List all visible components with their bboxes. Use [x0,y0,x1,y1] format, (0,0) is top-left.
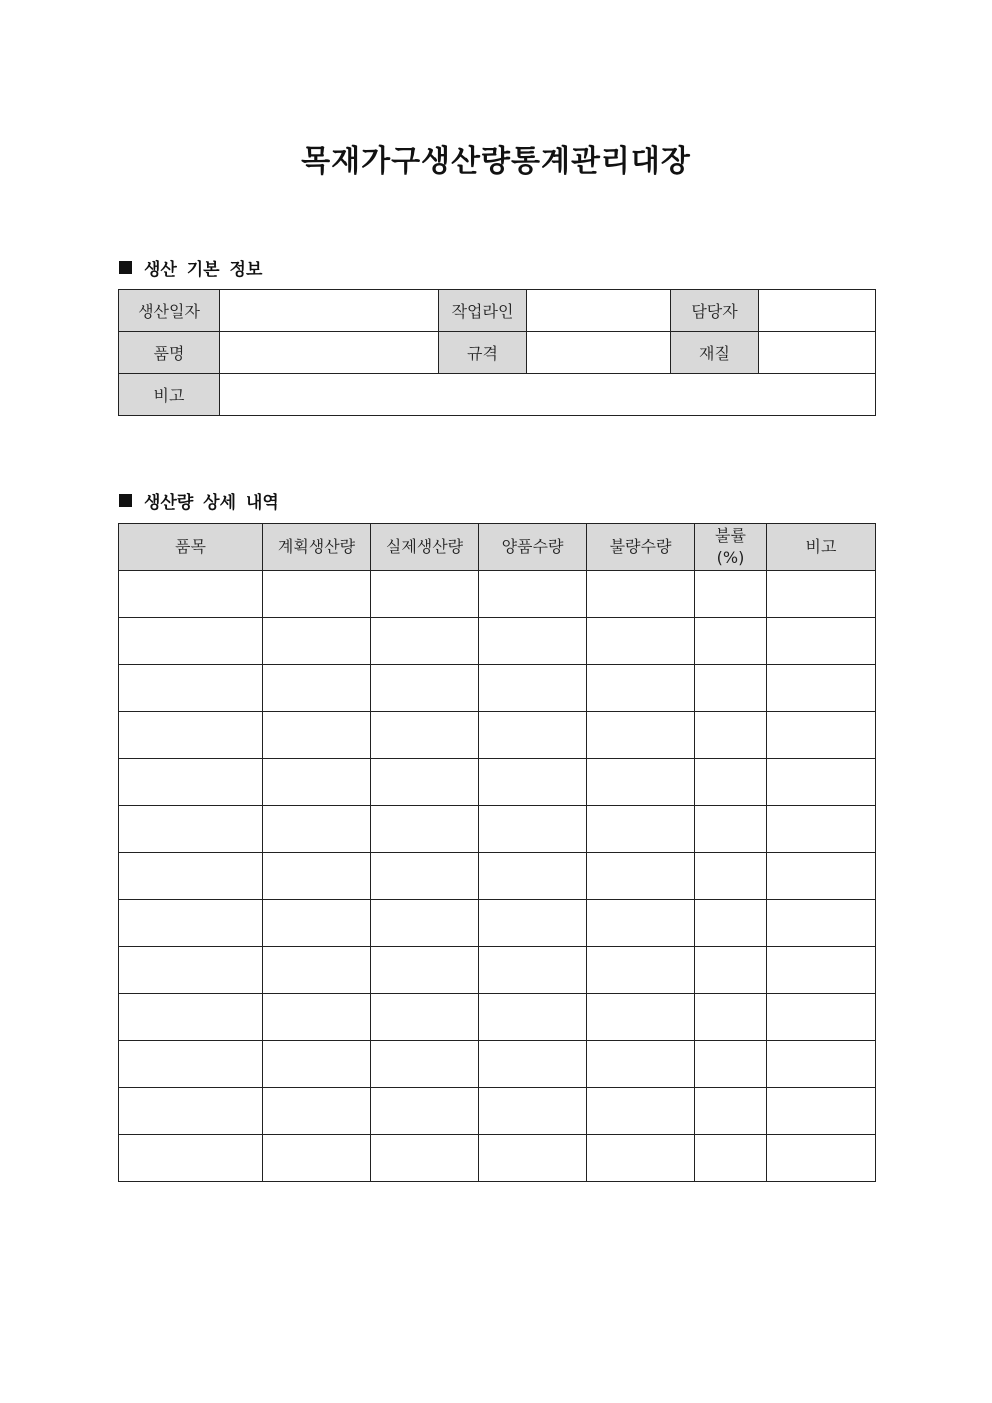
header-col-defect-qty: 불량수량 [587,524,695,571]
table-cell-col-defect-rate[interactable] [695,900,767,947]
basic-info-row [119,374,876,416]
table-row [119,1135,876,1182]
table-cell-col-defect-qty[interactable] [587,712,695,759]
table-cell-col-actual-qty[interactable] [371,571,479,618]
production-date-field[interactable] [220,290,439,332]
table-cell-col-defect-rate[interactable] [695,618,767,665]
table-cell-col-defect-qty[interactable] [587,759,695,806]
table-cell-col-item[interactable] [119,1088,263,1135]
table-cell-col-item[interactable] [119,665,263,712]
table-cell-col-good-qty[interactable] [479,1041,587,1088]
label-material: 재질 [671,332,759,374]
label-spec: 규격 [439,332,527,374]
basic-section-heading-text: 생산 기본 정보 [144,260,263,280]
header-col-note: 비고 [767,524,876,571]
table-cell-col-note[interactable] [767,1135,876,1182]
table-cell-col-defect-rate[interactable] [695,571,767,618]
table-cell-col-item[interactable] [119,712,263,759]
table-cell-col-planned-qty[interactable] [263,1041,371,1088]
table-cell-col-defect-qty[interactable] [587,1088,695,1135]
header-col-planned-qty: 계획생산량 [263,524,371,571]
table-cell-col-note[interactable] [767,806,876,853]
table-cell-col-note[interactable] [767,900,876,947]
label-product-name: 품명 [119,332,220,374]
production-detail-table [118,523,876,1182]
table-cell-col-actual-qty[interactable] [371,806,479,853]
detail-section-heading-text: 생산량 상세 내역 [144,493,279,513]
table-cell-col-actual-qty[interactable] [371,712,479,759]
table-cell-col-defect-qty[interactable] [587,900,695,947]
table-row [119,712,876,759]
table-cell-col-note[interactable] [767,853,876,900]
table-cell-col-defect-qty[interactable] [587,853,695,900]
table-cell-col-actual-qty[interactable] [371,618,479,665]
table-cell-col-actual-qty[interactable] [371,1041,479,1088]
table-cell-col-good-qty[interactable] [479,571,587,618]
label-manager: 담당자 [671,290,759,332]
product-name-field[interactable] [220,332,439,374]
table-cell-col-planned-qty[interactable] [263,806,371,853]
table-row [119,853,876,900]
table-header-row [119,524,876,571]
table-cell-col-defect-rate[interactable] [695,994,767,1041]
table-cell-col-defect-rate[interactable] [695,665,767,712]
table-cell-col-good-qty[interactable] [479,853,587,900]
table-cell-col-planned-qty[interactable] [263,1135,371,1182]
basic-info-row [119,290,876,332]
table-cell-col-note[interactable] [767,1041,876,1088]
table-row [119,994,876,1041]
table-row [119,665,876,712]
table-cell-col-planned-qty[interactable] [263,618,371,665]
table-cell-col-good-qty[interactable] [479,712,587,759]
table-cell-col-defect-qty[interactable] [587,1041,695,1088]
table-cell-col-defect-rate[interactable] [695,853,767,900]
header-col-good-qty: 양품수량 [479,524,587,571]
table-cell-col-planned-qty[interactable] [263,947,371,994]
table-cell-col-defect-rate[interactable] [695,1088,767,1135]
table-cell-col-good-qty[interactable] [479,806,587,853]
table-cell-col-good-qty[interactable] [479,1088,587,1135]
table-cell-col-planned-qty[interactable] [263,759,371,806]
table-cell-col-item[interactable] [119,853,263,900]
table-cell-col-good-qty[interactable] [479,618,587,665]
table-row [119,571,876,618]
header-col-defect-rate: 불률(%) [695,524,767,571]
header-col-actual-qty: 실제생산량 [371,524,479,571]
table-row [119,1088,876,1135]
basic-section-heading [119,255,262,280]
table-cell-col-defect-qty[interactable] [587,947,695,994]
label-production-date: 생산일자 [119,290,220,332]
table-cell-col-good-qty[interactable] [479,759,587,806]
spec-field[interactable] [527,332,671,374]
table-cell-col-defect-rate[interactable] [695,1135,767,1182]
table-cell-col-good-qty[interactable] [479,900,587,947]
square-bullet-icon [119,261,132,274]
table-cell-col-item[interactable] [119,900,263,947]
table-cell-col-actual-qty[interactable] [371,994,479,1041]
table-cell-col-actual-qty[interactable] [371,853,479,900]
material-field[interactable] [759,332,876,374]
table-cell-col-defect-rate[interactable] [695,947,767,994]
table-cell-col-actual-qty[interactable] [371,947,479,994]
table-row [119,618,876,665]
table-row [119,1041,876,1088]
table-cell-col-note[interactable] [767,759,876,806]
table-cell-col-note[interactable] [767,1088,876,1135]
detail-section-heading [119,488,279,513]
table-cell-col-good-qty[interactable] [479,665,587,712]
table-cell-col-note[interactable] [767,994,876,1041]
table-cell-col-actual-qty[interactable] [371,759,479,806]
basic-info-row [119,332,876,374]
label-note: 비고 [119,374,220,416]
table-cell-col-note[interactable] [767,947,876,994]
table-row [119,900,876,947]
label-work-line: 작업라인 [439,290,527,332]
table-cell-col-item[interactable] [119,571,263,618]
header-col-item: 품목 [119,524,263,571]
square-bullet-icon [119,494,132,507]
basic-info-table [118,289,876,416]
table-cell-col-item[interactable] [119,1135,263,1182]
table-cell-col-note[interactable] [767,618,876,665]
table-cell-col-good-qty[interactable] [479,947,587,994]
note-field[interactable] [220,374,876,416]
work-line-field[interactable] [527,290,671,332]
table-cell-col-item[interactable] [119,1041,263,1088]
table-cell-col-actual-qty[interactable] [371,665,479,712]
table-cell-col-good-qty[interactable] [479,1135,587,1182]
table-cell-col-note[interactable] [767,665,876,712]
table-row [119,806,876,853]
table-row [119,947,876,994]
page-title: 목재가구생산량통계관리대장 [301,144,691,179]
table-cell-col-item[interactable] [119,806,263,853]
table-cell-col-planned-qty[interactable] [263,853,371,900]
table-cell-col-defect-qty[interactable] [587,618,695,665]
table-cell-col-planned-qty[interactable] [263,571,371,618]
table-row [119,759,876,806]
table-cell-col-note[interactable] [767,712,876,759]
table-cell-col-actual-qty[interactable] [371,1088,479,1135]
table-cell-col-item[interactable] [119,947,263,994]
table-cell-col-good-qty[interactable] [479,994,587,1041]
table-cell-col-note[interactable] [767,571,876,618]
table-cell-col-item[interactable] [119,994,263,1041]
table-cell-col-defect-rate[interactable] [695,759,767,806]
table-cell-col-defect-qty[interactable] [587,994,695,1041]
manager-field[interactable] [759,290,876,332]
table-cell-col-planned-qty[interactable] [263,712,371,759]
table-cell-col-defect-qty[interactable] [587,665,695,712]
table-cell-col-defect-rate[interactable] [695,712,767,759]
table-cell-col-actual-qty[interactable] [371,1135,479,1182]
table-cell-col-item[interactable] [119,759,263,806]
table-cell-col-planned-qty[interactable] [263,665,371,712]
table-cell-col-planned-qty[interactable] [263,900,371,947]
table-cell-col-actual-qty[interactable] [371,900,479,947]
table-cell-col-defect-rate[interactable] [695,1041,767,1088]
table-cell-col-defect-qty[interactable] [587,806,695,853]
table-cell-col-item[interactable] [119,618,263,665]
table-cell-col-planned-qty[interactable] [263,994,371,1041]
table-cell-col-defect-rate[interactable] [695,806,767,853]
table-cell-col-defect-qty[interactable] [587,571,695,618]
table-cell-col-planned-qty[interactable] [263,1088,371,1135]
table-cell-col-defect-qty[interactable] [587,1135,695,1182]
